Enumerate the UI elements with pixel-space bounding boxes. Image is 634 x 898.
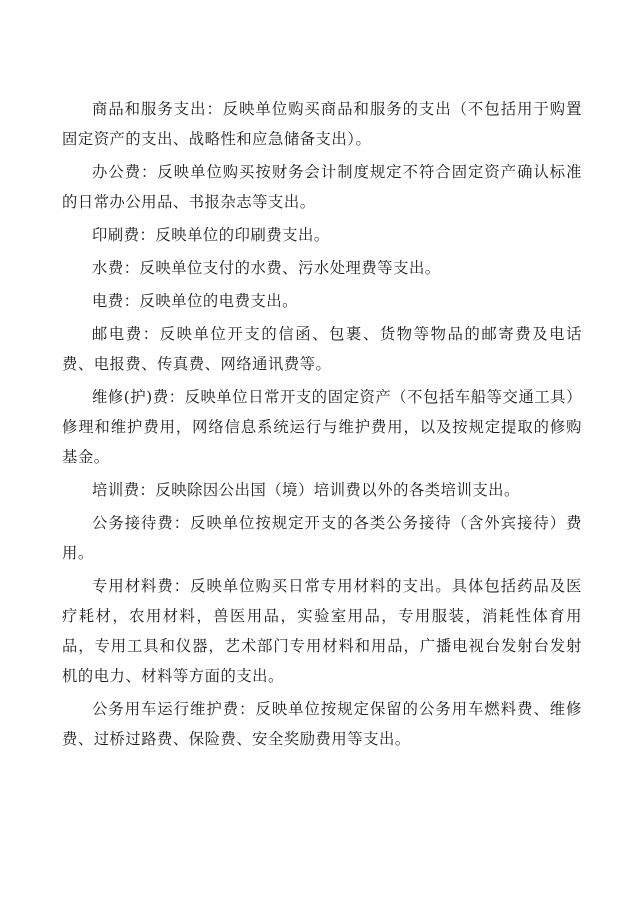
paragraph-official-vehicle-expenses: 公务用车运行维护费：反映单位按规定保留的公务用车燃料费、维修费、过桥过路费、保险费、安全奖励费用等支出。	[62, 700, 582, 748]
paragraph-printing-expenses: 印刷费：反映单位的印刷费支出。	[92, 226, 330, 244]
paragraph-goods-and-services: 商品和服务支出：反映单位购买商品和服务的支出（不包括用于购置固定资产的支出、战略性和应急储备支出）。	[62, 100, 582, 148]
document-body	[62, 94, 582, 757]
paragraph-office-expenses: 办公费：反映单位购买按财务会计制度规定不符合固定资产确认标准的日常办公用品、书报杂志等支出。	[62, 163, 582, 211]
paragraph-electricity-expenses: 电费：反映单位的电费支出。	[92, 292, 299, 310]
paragraph-maintenance-expenses: 维修(护)费：反映单位日常开支的固定资产（不包括车船等交通工具）修理和维护费用，网络信息系统运行与维护费用，以及按规定提取的修购基金。	[62, 388, 582, 466]
paragraph-official-reception-expenses: 公务接待费：反映单位按规定开支的各类公务接待（含外宾接待）费用。	[62, 514, 582, 562]
paragraph-postal-telecom-expenses: 邮电费：反映单位开支的信函、包裹、货物等物品的邮寄费及电话费、电报费、传真费、网络通讯费等。	[62, 325, 582, 373]
paragraph-water-expenses: 水费：反映单位支付的水费、污水处理费等支出。	[92, 259, 441, 277]
paragraph-special-materials-expenses: 专用材料费：反映单位购买日常专用材料的支出。具体包括药品及医疗耗材，农用材料，兽医用品，实验室用品，专用服装，消耗性体育用品，专用工具和仪器，艺术部门专用材料和用品，广播电视台发射台发射机的电力、材料等方面的支出。	[62, 577, 582, 685]
paragraph-training-expenses: 培训费：反映除因公出国（境）培训费以外的各类培训支出。	[92, 481, 520, 499]
